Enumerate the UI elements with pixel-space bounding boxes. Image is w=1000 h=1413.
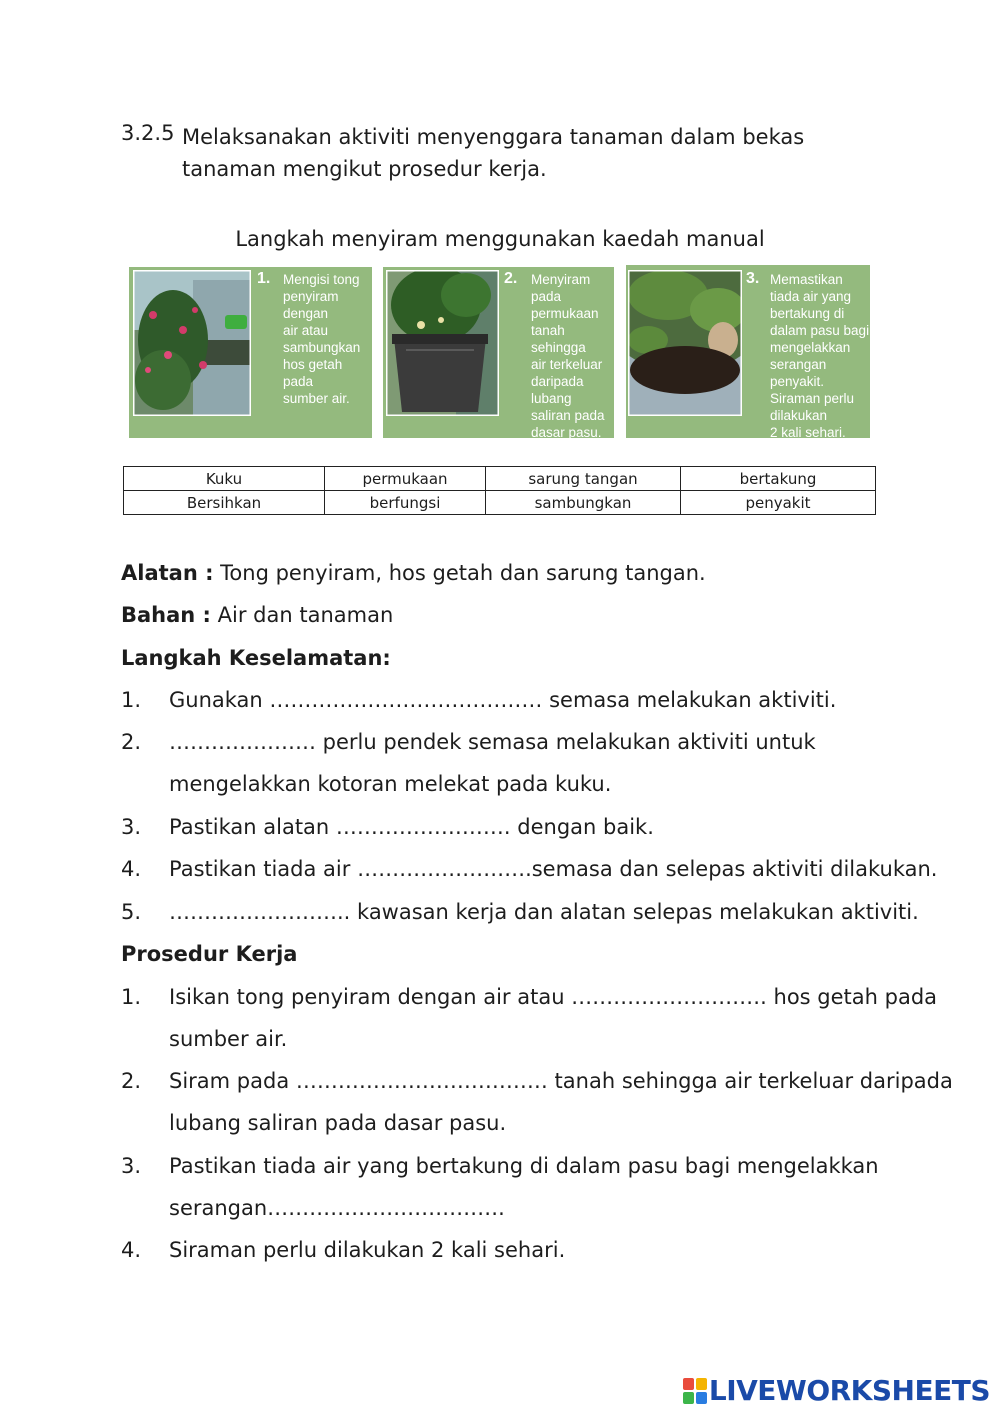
procedure-item-text: Siram pada ……………………………… tanah sehingga air terkeluar daripada	[169, 1069, 953, 1093]
word-bank-cell: sambungkan	[486, 491, 681, 515]
procedure-item-text: Isikan tong penyiram dengan air atau ………………………. hos getah pada	[169, 985, 938, 1009]
word-bank-cell: bertakung	[681, 467, 876, 491]
figure-title: Langkah menyiram menggunakan kaedah manual	[235, 227, 765, 251]
word-bank-cell: penyakit	[681, 491, 876, 515]
procedure-item-text-cont: lubang saliran pada dasar pasu.	[169, 1111, 507, 1135]
safety-item-text: Pastikan alatan ……………………. dengan baik.	[169, 815, 654, 839]
logo-text: LIVEWORKSHEETS	[708, 1374, 990, 1407]
procedure-heading: Prosedur Kerja	[121, 942, 298, 966]
step-3-line: serangan	[770, 357, 827, 372]
safety-item-text-cont: mengelakkan kotoran melekat pada kuku.	[169, 772, 612, 796]
step-3-line: bertakung di	[770, 306, 845, 321]
procedure-item-number: 2.	[121, 1069, 142, 1093]
step-2-line: permukaan	[531, 306, 599, 321]
step-text-1	[283, 271, 360, 407]
step-2-line: Menyiram	[531, 272, 591, 287]
alatan-label: Alatan :	[121, 561, 214, 585]
step-3-line: penyakit.	[770, 374, 825, 389]
step-2-line: pada	[531, 289, 562, 304]
procedure-item-number: 1.	[121, 985, 142, 1009]
step-2-line: saliran pada	[531, 408, 605, 423]
step-1-line: pada	[283, 374, 314, 389]
step-1-line: Mengisi tong	[283, 272, 360, 287]
word-bank-cell: Bersihkan	[124, 491, 325, 515]
standard-description	[182, 121, 882, 185]
bahan-label: Bahan :	[121, 603, 211, 627]
step-panel-2	[383, 267, 614, 438]
word-bank-cell: sarung tangan	[486, 467, 681, 491]
step-3-line: dalam pasu bagi	[770, 323, 870, 338]
word-bank-row	[124, 491, 876, 515]
step-3-line: mengelakkan	[770, 340, 851, 355]
step-text-2	[531, 271, 605, 441]
step-number-1: 1.	[257, 270, 271, 287]
photo-potted-plant	[386, 270, 499, 416]
step-2-line: dasar pasu.	[531, 425, 602, 440]
safety-item-number: 4.	[121, 857, 142, 881]
liveworksheets-logo[interactable]	[683, 1374, 990, 1407]
step-1-line: penyiram	[283, 289, 339, 304]
step-1-line: air atau	[283, 323, 329, 338]
step-number-3: 3.	[746, 270, 760, 287]
step-text-3	[770, 271, 869, 441]
alatan-line	[121, 561, 706, 585]
standard-line-2: tanaman mengikut prosedur kerja.	[182, 157, 547, 181]
liveworksheets-logo-icon	[683, 1378, 707, 1404]
bahan-line	[121, 603, 393, 627]
step-2-line: tanah	[531, 323, 565, 338]
procedure-item-text: Pastikan tiada air yang bertakung di dalam pasu bagi mengelakkan	[169, 1154, 879, 1178]
procedure-item-text-cont: sumber air.	[169, 1027, 288, 1051]
step-1-line: dengan	[283, 306, 329, 321]
procedure-item-number: 4.	[121, 1238, 142, 1262]
step-panel-1	[129, 267, 372, 438]
word-bank-cell: berfungsi	[325, 491, 486, 515]
safety-item-text: ………………… perlu pendek semasa melakukan aktiviti untuk	[169, 730, 816, 754]
step-3-line: 2 kali sehari.	[770, 425, 846, 440]
procedure-item-text-cont: serangan…………………………….	[169, 1196, 505, 1220]
step-3-line: Memastikan	[770, 272, 843, 287]
photo-soil-pot	[628, 270, 742, 416]
standard-line-1: Melaksanakan aktiviti menyenggara tanaman dalam bekas	[182, 125, 805, 149]
step-3-line: Siraman perlu	[770, 391, 855, 406]
safety-item-text: …………………….. kawasan kerja dan alatan selepas melakukan aktiviti.	[169, 900, 919, 924]
safety-item-text: Gunakan ………………………………… semasa melakukan aktiviti.	[169, 688, 837, 712]
photo-watering-can	[133, 270, 251, 416]
word-bank-row	[124, 467, 876, 491]
safety-item-number: 5.	[121, 900, 142, 924]
step-2-line: sehingga	[531, 340, 586, 355]
safety-item-text: Pastikan tiada air …………………….semasa dan selepas aktiviti dilakukan.	[169, 857, 938, 881]
safety-item-number: 1.	[121, 688, 142, 712]
procedure-item-number: 3.	[121, 1154, 142, 1178]
alatan-text: Tong penyiram, hos getah dan sarung tangan.	[213, 561, 706, 585]
step-3-line: dilakukan	[770, 408, 828, 423]
step-panel-3	[626, 265, 870, 438]
word-bank-table	[123, 466, 876, 515]
step-3-line: tiada air yang	[770, 289, 852, 304]
bahan-text: Air dan tanaman	[210, 603, 394, 627]
step-2-line: daripada	[531, 374, 584, 389]
step-1-line: hos getah	[283, 357, 343, 372]
standard-code: 3.2.5	[121, 121, 175, 145]
safety-heading: Langkah Keselamatan:	[121, 646, 391, 670]
word-bank-cell: Kuku	[124, 467, 325, 491]
step-2-line: lubang	[531, 391, 572, 406]
safety-item-number: 2.	[121, 730, 142, 754]
step-1-line: sumber air.	[283, 391, 350, 406]
safety-item-number: 3.	[121, 815, 142, 839]
step-number-2: 2.	[504, 270, 518, 287]
word-bank-cell: permukaan	[325, 467, 486, 491]
step-1-line: sambungkan	[283, 340, 361, 355]
step-2-line: air terkeluar	[531, 357, 603, 372]
procedure-item-text: Siraman perlu dilakukan 2 kali sehari.	[169, 1238, 566, 1262]
